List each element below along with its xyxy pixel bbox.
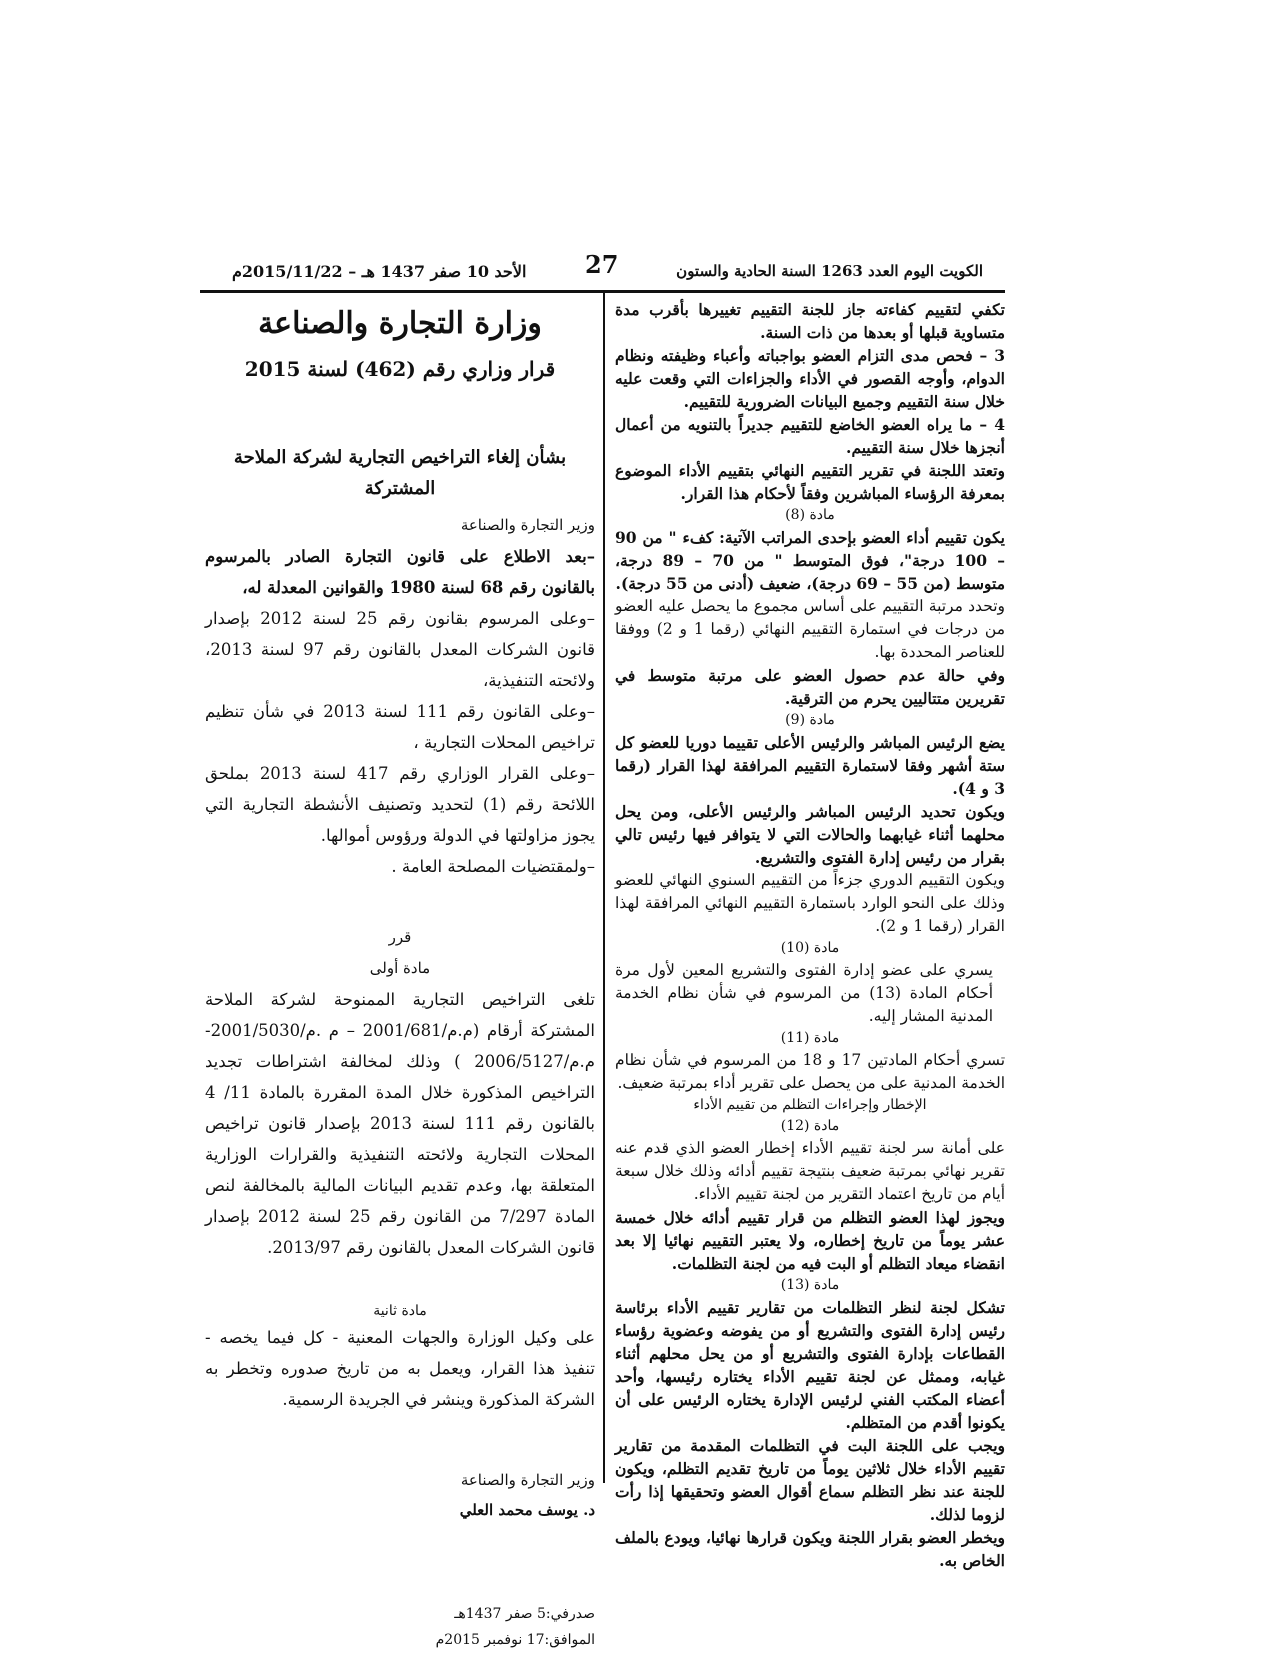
header-publication: الكويت اليوم العدد 1263 السنة الحادية والستون	[676, 262, 983, 280]
signature-title: وزير التجارة والصناعة	[460, 1471, 595, 1489]
paragraph: ويكون التقييم الدوري جزءاً من التقييم السنوي النهائي للعضو وذلك على النحو الوارد باستمارة التقييم النهائي المرافقة لهذا القرار (رقما 1 و 2).	[615, 871, 1005, 935]
minister-line: وزير التجارة والصناعة	[460, 516, 595, 534]
decree-subject: بشأن إلغاء التراخيص التجارية لشركة الملاحة المشتركة	[233, 447, 567, 499]
paragraph: على أمانة سر لجنة تقييم الأداء إخطار العضو الذي قدم عنه تقرير نهائي بمرتبة ضعيف بنتيجة تقييم أدائه وذلك خلال سبعة أيام من تاريخ اعتماد التقرير من لجنة تقييم الأداء.	[615, 1139, 1005, 1203]
article-title: مادة (12)	[780, 1118, 840, 1134]
paragraph: 4 – ما يراه العضو الخاضع للتقييم جديراً بالتنويه من أعمال أنجزها خلال سنة التقييم.	[615, 415, 1005, 457]
section-subtitle: الإخطار وإجراءات التظلم من تقييم الأداء	[693, 1097, 927, 1113]
header-date: الأحد 10 صفر 1437 هـ – 2015/11/22م	[232, 262, 527, 281]
page-number: 27	[585, 250, 619, 279]
right-column	[615, 298, 1005, 1572]
paragraph: وتحدد مرتبة التقييم على أساس مجموع ما يحصل عليه العضو من درجات في استمارة التقييم النهائي (رقما 1 و 2) ووفقا للعناصر المحددة بها.	[615, 597, 1006, 661]
paragraph: ويخطر العضو بقرار اللجنة ويكون قرارها نهائيا، ويودع بالملف الخاص به.	[615, 1528, 1005, 1570]
paragraph: وتعتد اللجنة في تقرير التقييم النهائي بتقييم الأداء الموضوع بمعرفة الرؤساء المباشرين وفقاً لأحكام هذا القرار.	[615, 461, 1005, 503]
decree-title: قرار وزاري رقم (462) لسنة 2015	[244, 357, 556, 381]
left-column	[205, 298, 595, 1653]
paragraph: تسري أحكام المادتين 17 و 18 من المرسوم في شأن نظام الخدمة المدنية على من يحصل على تقرير أداء بمرتبة ضعيف.	[615, 1051, 1006, 1092]
article-title: مادة (13)	[780, 1277, 840, 1293]
article-2-title: مادة ثانية	[373, 1303, 427, 1319]
recital: –ولمقتضيات المصلحة العامة .	[391, 857, 595, 876]
paragraph: يكون تقييم أداء العضو بإحدى المراتب الآتية: كفء " من 90 – 100 درجة"، فوق المتوسط " من 70 – 89 درجة، متوسط (من 55 – 69 درجة)، ضعيف (أدنى من 55 درجة).	[615, 528, 1005, 593]
recital: –وعلى المرسوم بقانون رقم 25 لسنة 2012 بإصدار قانون الشركات المعدل بالقانون رقم 97 لسنة 2013، ولائحته التنفيذية،	[205, 609, 596, 690]
issued-date-gregorian: الموافق:17 نوفمبر 2015م	[435, 1632, 595, 1648]
paragraph: 3 – فحص مدى التزام العضو بواجباته وأعباء وظيفته ونظام الدوام، وأوجه القصور في الأداء والجزاءات التي وقعت عليه خلال سنة التقييم وجميع البيانات الضرورية للتقييم.	[615, 346, 1005, 411]
paragraph: ويجب على اللجنة البت في التظلمات المقدمة من تقارير تقييم الأداء خلال ثلاثين يوماً من تاريخ تقديم التظلم، ويكون للجنة عند نظر التظلم سماع أقوال العضو وتحقيقها إذا رأت لزوما لذلك.	[615, 1436, 1005, 1524]
page-header	[202, 250, 1005, 290]
recital: –وعلى القرار الوزاري رقم 417 لسنة 2013 بملحق اللائحة رقم (1) لتحديد وتصنيف الأنشطة التجارية التي يجوز مزاولتها في الدولة ورؤوس أموالها.	[205, 764, 596, 845]
ministry-title: وزارة التجارة والصناعة	[258, 306, 542, 341]
paragraph: ويكون تحديد الرئيس المباشر والرئيس الأعلى، ومن يحل محلهما أثناء غيابهما والحالات التي لا يتوافر فيها رئيس تالي بقرار من رئيس إدارة الفتوى والتشريع.	[615, 802, 1005, 867]
paragraph: يسري على عضو إدارة الفتوى والتشريع المعين لأول مرة أحكام المادة (13) من المرسوم في شأن نظام الخدمة المدنية المشار إليه.	[615, 961, 994, 1025]
column-divider	[603, 293, 605, 1483]
recital: –وعلى القانون رقم 111 لسنة 2013 في شأن تنظيم تراخيص المحلات التجارية ،	[205, 702, 595, 752]
article-1-title: مادة أولى	[369, 959, 431, 977]
article-title: مادة (10)	[780, 940, 840, 956]
paragraph: تكفي لتقييم كفاءته جاز للجنة التقييم تغييرها بأقرب مدة متساوية قبلها أو بعدها من ذات السنة.	[615, 300, 1005, 342]
article-title: مادة (9)	[785, 712, 835, 728]
article-title: مادة (11)	[780, 1030, 840, 1046]
paragraph: ويجوز لهذا العضو التظلم من قرار تقييم أدائه خلال خمسة عشر يوماً من تاريخ إخطاره، ولا يعتبر التقييم نهائيا إلا بعد انقضاء ميعاد التظلم أو البت فيه من لجنة التظلمات.	[615, 1208, 1005, 1273]
recital: –بعد الاطلاع على قانون التجارة الصادر بالمرسوم بالقانون رقم 68 لسنة 1980 والقوانين المعدلة له،	[205, 547, 595, 597]
signature-name: د. يوسف محمد العلي	[459, 1501, 595, 1519]
issued-date-hijri: صدرفي:5 صفر 1437هـ	[454, 1606, 595, 1622]
article-2-text: على وكيل الوزارة والجهات المعنية - كل فيما يخصه - تنفيذ هذا القرار، ويعمل به من تاريخ صدوره وتخطر به الشركة المذكورة وينشر في الجريدة الرسمية.	[205, 1328, 595, 1409]
decided-heading: قرر	[388, 928, 412, 946]
paragraph: وفي حالة عدم حصول العضو على مرتبة متوسط في تقريرين متتاليين يحرم من الترقية.	[615, 666, 1005, 708]
article-title: مادة (8)	[785, 507, 835, 523]
paragraph: يضع الرئيس المباشر والرئيس الأعلى تقييما دوريا للعضو كل ستة أشهر وفقا لاستمارة التقييم المرافقة لهذا القرار (رقما 3 و 4).	[615, 733, 1005, 798]
article-1-text: تلغى التراخيص التجارية الممنوحة لشركة الملاحة المشتركة أرقام (م.م/2001/681 – م .م/2001/5030- م.م/2006/5127 ) وذلك لمخالفة اشتراطات تجديد التراخيص المذكورة خلال المدة المقررة بالمادة 11/ 4 بالقانون رقم 111 لسنة 2013 بإصدار قانون تراخيص المحلات التجارية ولائحته التنفيذية والقرارات الوزارية المتعلقة بها، وعدم تقديم البيانات المالية بالمخالفة لنص المادة 7/297 من القانون رقم 25 لسنة 2012 بإصدار قانون الشركات المعدل بالقانون رقم 2013/97.	[205, 990, 596, 1257]
paragraph: تشكل لجنة لنظر التظلمات من تقارير تقييم الأداء برئاسة رئيس إدارة الفتوى والتشريع أو من يفوضه وعضوية رؤساء القطاعات بإدارة الفتوى والتشريع أو من يحل محلهم أثناء غيابه، وممثل عن لجنة تقييم الأداء يختاره رئيسها، وأحد أعضاء المكتب الفني لرئيس الإدارة يختاره الرئيس على أن يكونوا أقدم من المتظلم.	[615, 1298, 1005, 1432]
